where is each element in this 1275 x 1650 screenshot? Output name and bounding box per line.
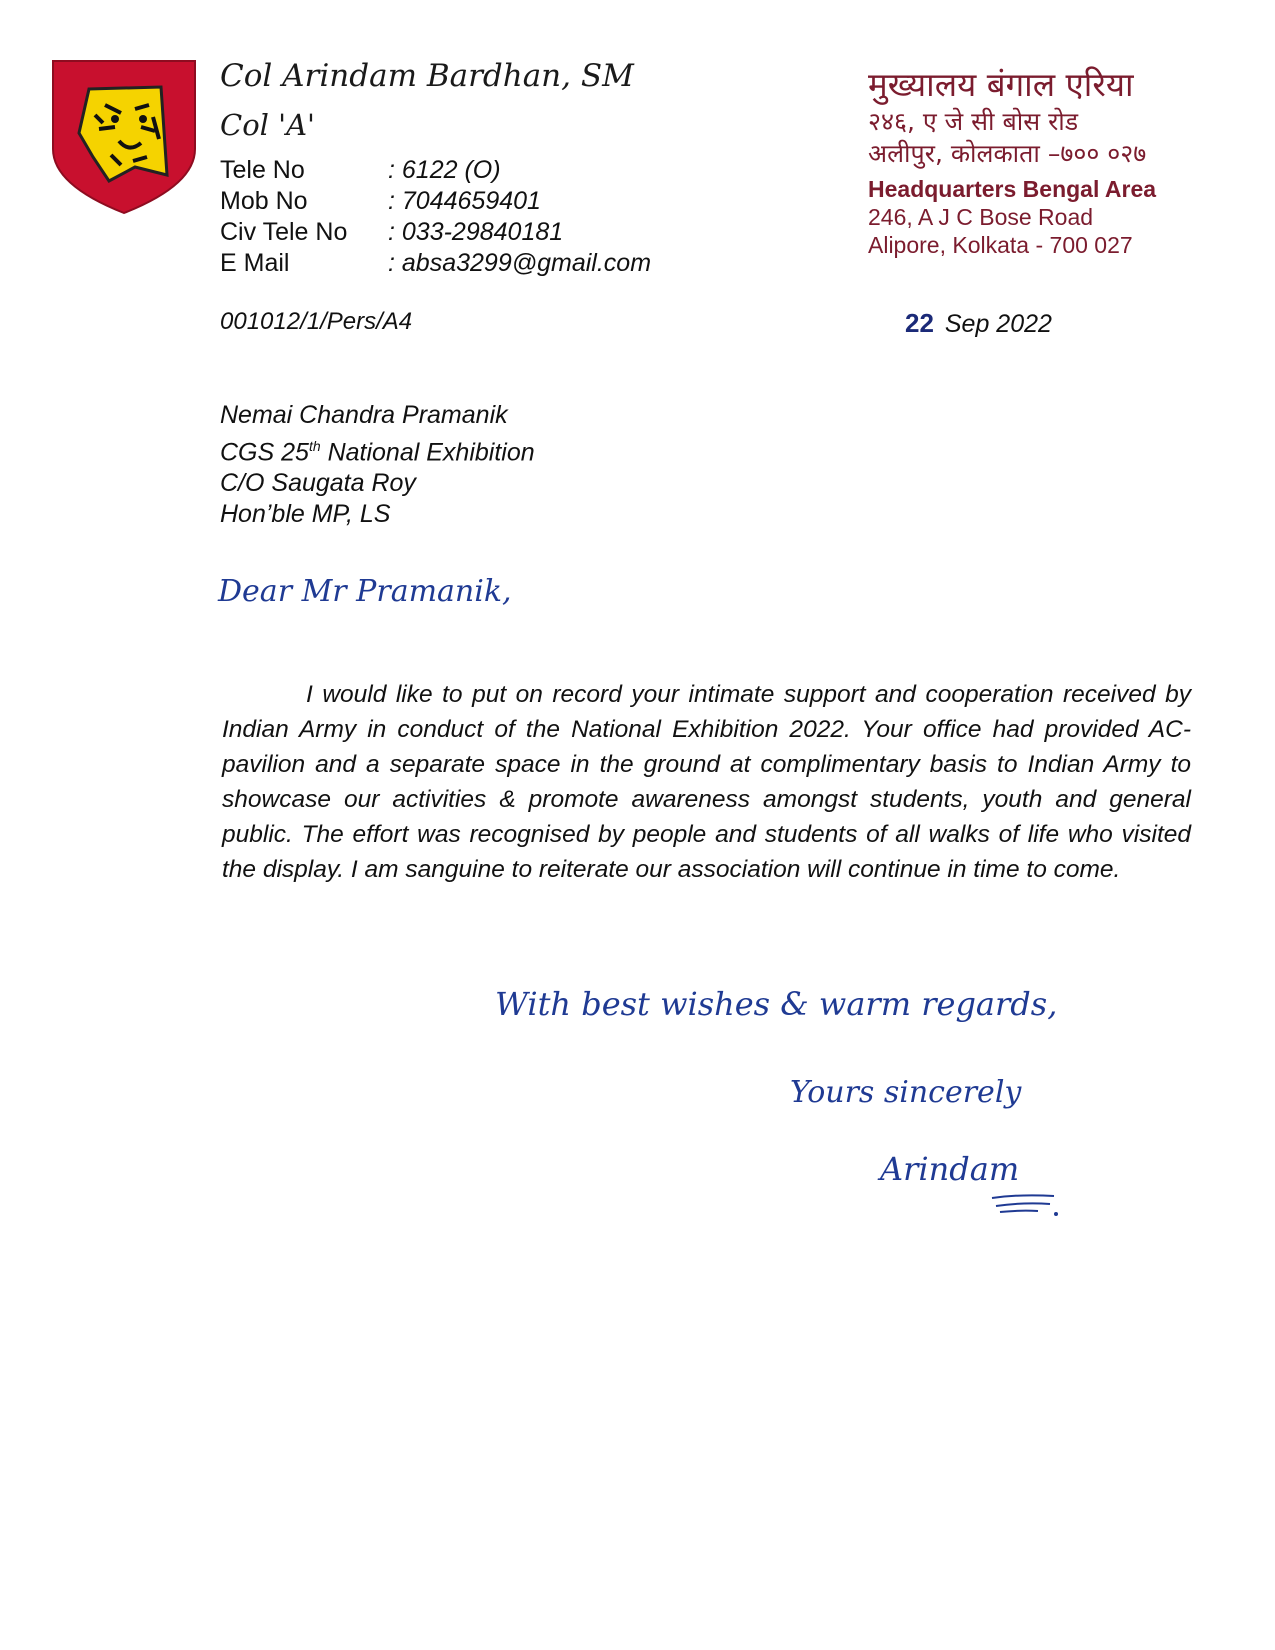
contact-value: : 6122 (O) — [388, 156, 501, 184]
hq-hindi-title: मुख्यालय बंगाल एरिया — [868, 65, 1134, 104]
letter-body: I would like to put on record your intimate support and cooperation received by Indian Army in conduct of the National Exhibition 2022. Your office had provided AC-pavilion and a separate space in the ground at complimentary basis to Indian Army to showcase our activities & promote awareness amongst students, youth and general public. The effort was recognised by people and students of all walks of life who visited the display. I am sanguine to reiterate our association will continue in time to come. — [222, 681, 1191, 883]
date-day: 22 — [905, 308, 934, 338]
addressee-care-of: C/O Saugata Roy — [220, 469, 416, 498]
reference-number: 001012/1/Pers/A4 — [220, 308, 413, 335]
contact-label: Mob No — [220, 187, 308, 215]
hq-address-block — [868, 64, 1156, 259]
contact-label: E Mail — [220, 249, 290, 277]
contact-row-email — [220, 248, 651, 279]
salutation: Dear Mr Pramanik, — [218, 574, 512, 609]
yours-sincerely: Yours sincerely — [790, 1075, 1022, 1110]
letter-date — [905, 308, 1052, 339]
addressee-organisation: CGS 25th National Exhibition — [220, 438, 535, 467]
addressee-name: Nemai Chandra Pramanik — [220, 401, 508, 429]
hq-english-street: 246, A J C Bose Road — [868, 204, 1094, 230]
contact-value: : 7044659401 — [388, 187, 541, 215]
contact-label: Tele No — [220, 156, 305, 184]
addressee-block — [220, 400, 535, 530]
hq-english-city: Alipore, Kolkata - 700 027 — [868, 232, 1133, 258]
contact-row-tele — [220, 155, 651, 186]
contact-value: : 033-29840181 — [388, 218, 564, 246]
hq-english-title: Headquarters Bengal Area — [868, 176, 1157, 202]
addressee-designation: Hon’ble MP, LS — [220, 500, 391, 529]
sender-name: Col Arindam Bardhan, SM — [220, 58, 634, 94]
signature: Arindam — [880, 1150, 1020, 1188]
tiger-head-emblem-icon — [49, 57, 199, 217]
sender-appointment: Col 'A' — [220, 108, 316, 142]
contact-value: : absa3299@gmail.com — [388, 249, 652, 277]
contact-label: Civ Tele No — [220, 218, 348, 246]
contact-row-civ-tele — [220, 217, 651, 248]
hq-hindi-city: अलीपुर, कोलकाता –७०० ०२७ — [868, 139, 1147, 168]
signature-underline — [990, 1190, 1060, 1218]
contact-row-mobile — [220, 186, 651, 217]
closing-line: With best wishes & warm regards, — [495, 985, 1058, 1023]
contact-details — [220, 155, 651, 279]
date-month-year: Sep 2022 — [944, 310, 1052, 338]
hq-hindi-street: २४६, ए जे सी बोस रोड — [868, 107, 1079, 136]
